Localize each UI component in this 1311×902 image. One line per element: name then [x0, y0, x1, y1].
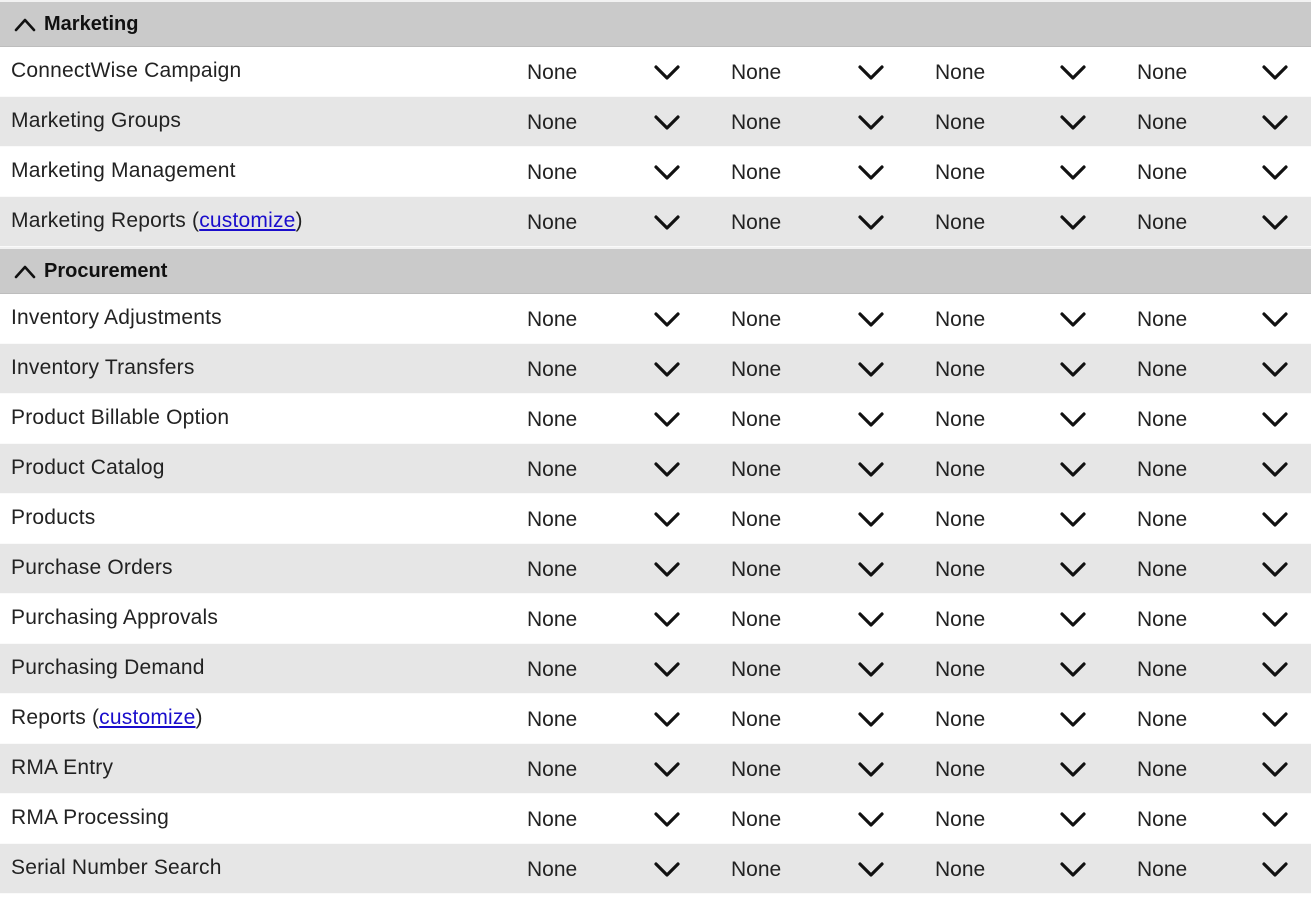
- select-value: None: [1137, 358, 1188, 381]
- chevron-down-icon[interactable]: [653, 759, 681, 779]
- select-value: None: [731, 211, 782, 234]
- row-label-text: Purchasing Approvals: [11, 606, 219, 629]
- table-row: [0, 794, 1311, 844]
- chevron-down-icon[interactable]: [857, 709, 885, 729]
- select-value: None: [935, 211, 986, 234]
- permission-select[interactable]: [935, 651, 1125, 687]
- chevron-down-icon[interactable]: [653, 162, 681, 182]
- select-value: None: [731, 858, 782, 881]
- chevron-down-icon[interactable]: [1261, 162, 1289, 182]
- chevron-down-icon[interactable]: [1261, 112, 1289, 132]
- row-label-text: Product Billable Option: [11, 406, 230, 429]
- permission-select[interactable]: [527, 751, 717, 787]
- row-label: [11, 644, 205, 694]
- table-row: [0, 594, 1311, 644]
- row-label: [11, 47, 241, 97]
- permission-select[interactable]: [527, 204, 717, 240]
- chevron-down-icon[interactable]: [653, 509, 681, 529]
- permission-select[interactable]: [935, 104, 1125, 140]
- chevron-down-icon[interactable]: [653, 459, 681, 479]
- permission-select[interactable]: [1137, 301, 1311, 337]
- permission-select[interactable]: [731, 301, 921, 337]
- row-label-text: RMA Entry: [11, 756, 114, 779]
- chevron-down-icon[interactable]: [1261, 759, 1289, 779]
- permission-select[interactable]: [731, 601, 921, 637]
- chevron-down-icon[interactable]: [1261, 409, 1289, 429]
- permission-select[interactable]: [527, 401, 717, 437]
- select-value: None: [1137, 858, 1188, 881]
- chevron-down-icon[interactable]: [1059, 659, 1087, 679]
- permission-select[interactable]: [1137, 801, 1311, 837]
- chevron-down-icon[interactable]: [1059, 509, 1087, 529]
- chevron-down-icon[interactable]: [857, 659, 885, 679]
- permission-select[interactable]: [1137, 551, 1311, 587]
- select-value: None: [731, 608, 782, 631]
- chevron-down-icon[interactable]: [653, 559, 681, 579]
- select-value: None: [935, 658, 986, 681]
- select-value: None: [1137, 61, 1188, 84]
- select-value: None: [731, 358, 782, 381]
- chevron-down-icon[interactable]: [1059, 809, 1087, 829]
- select-value: None: [1137, 558, 1188, 581]
- chevron-down-icon[interactable]: [1059, 709, 1087, 729]
- select-value: None: [1137, 758, 1188, 781]
- table-row: [0, 444, 1311, 494]
- permission-select[interactable]: [527, 501, 717, 537]
- chevron-down-icon[interactable]: [857, 62, 885, 82]
- chevron-down-icon[interactable]: [1261, 559, 1289, 579]
- chevron-down-icon[interactable]: [857, 859, 885, 879]
- table-row: [0, 344, 1311, 394]
- chevron-down-icon[interactable]: [857, 559, 885, 579]
- chevron-down-icon[interactable]: [1261, 859, 1289, 879]
- select-value: None: [935, 161, 986, 184]
- select-value: None: [935, 458, 986, 481]
- chevron-down-icon[interactable]: [857, 359, 885, 379]
- chevron-down-icon[interactable]: [653, 409, 681, 429]
- chevron-down-icon[interactable]: [1261, 709, 1289, 729]
- select-value: None: [1137, 408, 1188, 431]
- chevron-down-icon[interactable]: [1059, 459, 1087, 479]
- chevron-down-icon[interactable]: [653, 859, 681, 879]
- permission-select[interactable]: [731, 451, 921, 487]
- select-value: None: [935, 508, 986, 531]
- row-label-text: Marketing Groups: [11, 109, 182, 132]
- select-value: None: [1137, 308, 1188, 331]
- chevron-down-icon[interactable]: [857, 309, 885, 329]
- row-label: [11, 394, 229, 444]
- select-value: None: [731, 808, 782, 831]
- chevron-down-icon[interactable]: [1261, 659, 1289, 679]
- select-value: None: [935, 708, 986, 731]
- select-value: None: [935, 558, 986, 581]
- chevron-down-icon[interactable]: [653, 212, 681, 232]
- select-value: None: [935, 808, 986, 831]
- select-value: None: [527, 808, 578, 831]
- select-value: None: [731, 508, 782, 531]
- row-label-text: ConnectWise Campaign: [11, 59, 242, 82]
- chevron-down-icon[interactable]: [653, 359, 681, 379]
- row-label: [11, 444, 165, 494]
- row-label-text: Product Catalog: [11, 456, 165, 479]
- select-value: None: [527, 458, 578, 481]
- select-value: None: [527, 558, 578, 581]
- row-label: [11, 744, 113, 794]
- table-row: [0, 844, 1311, 894]
- section-header-procurement[interactable]: [0, 247, 1311, 294]
- permission-select[interactable]: [527, 701, 717, 737]
- permission-select[interactable]: [527, 301, 717, 337]
- permission-select[interactable]: [731, 204, 921, 240]
- permission-select[interactable]: [731, 701, 921, 737]
- select-value: None: [731, 658, 782, 681]
- table-row: [0, 147, 1311, 197]
- permission-select[interactable]: [731, 154, 921, 190]
- select-value: None: [1137, 161, 1188, 184]
- select-value: None: [935, 111, 986, 134]
- row-label: [11, 344, 195, 394]
- row-label-text: Marketing Reports: [11, 209, 186, 232]
- chevron-down-icon[interactable]: [1059, 162, 1087, 182]
- permission-select[interactable]: [731, 351, 921, 387]
- chevron-up-icon[interactable]: [14, 16, 36, 32]
- permission-select[interactable]: [1137, 351, 1311, 387]
- chevron-down-icon[interactable]: [857, 162, 885, 182]
- chevron-down-icon[interactable]: [1261, 359, 1289, 379]
- permission-select[interactable]: [1137, 851, 1311, 887]
- chevron-down-icon[interactable]: [1261, 809, 1289, 829]
- chevron-down-icon[interactable]: [1059, 112, 1087, 132]
- select-value: None: [731, 408, 782, 431]
- row-label: [11, 544, 173, 594]
- permission-select[interactable]: [527, 54, 717, 90]
- select-value: None: [731, 458, 782, 481]
- chevron-down-icon[interactable]: [653, 659, 681, 679]
- table-row: [0, 197, 1311, 247]
- table-row: [0, 47, 1311, 97]
- row-label: Reports (customize): [11, 706, 203, 729]
- permission-select[interactable]: [935, 154, 1125, 190]
- chevron-down-icon[interactable]: [857, 112, 885, 132]
- permission-select[interactable]: [527, 601, 717, 637]
- select-value: None: [1137, 211, 1188, 234]
- permission-select[interactable]: [935, 851, 1125, 887]
- select-value: None: [1137, 808, 1188, 831]
- chevron-down-icon[interactable]: [1261, 212, 1289, 232]
- select-value: None: [527, 308, 578, 331]
- permission-select[interactable]: [935, 54, 1125, 90]
- select-value: None: [731, 758, 782, 781]
- permission-select[interactable]: [731, 801, 921, 837]
- chevron-down-icon[interactable]: [857, 459, 885, 479]
- select-value: None: [935, 308, 986, 331]
- chevron-down-icon[interactable]: [653, 609, 681, 629]
- select-value: None: [1137, 111, 1188, 134]
- permission-select[interactable]: [731, 851, 921, 887]
- row-label-text: Inventory Adjustments: [11, 306, 222, 329]
- permission-select[interactable]: [1137, 451, 1311, 487]
- table-row: [0, 694, 1311, 744]
- section-title: Marketing: [44, 12, 139, 35]
- row-label-text: RMA Processing: [11, 806, 170, 829]
- row-label-text: Products: [11, 506, 96, 529]
- select-value: None: [1137, 458, 1188, 481]
- chevron-up-icon[interactable]: [14, 263, 36, 279]
- permission-select[interactable]: [527, 801, 717, 837]
- chevron-down-icon[interactable]: [857, 409, 885, 429]
- table-row: [0, 294, 1311, 344]
- permission-select[interactable]: [935, 401, 1125, 437]
- row-label: [11, 594, 218, 644]
- row-label: Marketing Reports (customize): [11, 209, 303, 232]
- permission-select[interactable]: [731, 401, 921, 437]
- row-label: [11, 147, 236, 197]
- select-value: None: [527, 358, 578, 381]
- row-label-text: Reports: [11, 706, 86, 729]
- row-label: [11, 494, 95, 544]
- chevron-down-icon[interactable]: [1261, 509, 1289, 529]
- chevron-down-icon[interactable]: [1059, 359, 1087, 379]
- permission-select[interactable]: [935, 551, 1125, 587]
- permission-select[interactable]: [527, 104, 717, 140]
- chevron-down-icon[interactable]: [653, 112, 681, 132]
- customize-link[interactable]: customize: [99, 706, 196, 729]
- permission-select[interactable]: [731, 104, 921, 140]
- select-value: None: [527, 408, 578, 431]
- select-value: None: [527, 708, 578, 731]
- select-value: None: [935, 408, 986, 431]
- permission-select[interactable]: [527, 551, 717, 587]
- select-value: None: [527, 111, 578, 134]
- table-row: [0, 97, 1311, 147]
- permission-select[interactable]: [731, 54, 921, 90]
- permission-select[interactable]: [1137, 601, 1311, 637]
- select-value: None: [731, 558, 782, 581]
- select-value: None: [731, 708, 782, 731]
- chevron-down-icon[interactable]: [1059, 309, 1087, 329]
- select-value: None: [527, 658, 578, 681]
- select-value: None: [527, 508, 578, 531]
- chevron-down-icon[interactable]: [1261, 309, 1289, 329]
- select-value: None: [731, 161, 782, 184]
- table-row: [0, 394, 1311, 444]
- chevron-down-icon[interactable]: [1059, 559, 1087, 579]
- chevron-down-icon[interactable]: [857, 759, 885, 779]
- table-row: [0, 744, 1311, 794]
- select-value: None: [527, 161, 578, 184]
- permission-select[interactable]: [935, 451, 1125, 487]
- permission-select[interactable]: [527, 651, 717, 687]
- permission-select[interactable]: [731, 651, 921, 687]
- select-value: None: [527, 608, 578, 631]
- permission-select[interactable]: [935, 801, 1125, 837]
- chevron-down-icon[interactable]: [857, 509, 885, 529]
- select-value: None: [1137, 508, 1188, 531]
- select-value: None: [1137, 608, 1188, 631]
- permission-select[interactable]: [1137, 54, 1311, 90]
- permission-select[interactable]: [935, 601, 1125, 637]
- chevron-down-icon[interactable]: [857, 609, 885, 629]
- chevron-down-icon[interactable]: [1059, 859, 1087, 879]
- row-label: [11, 844, 222, 894]
- permission-select[interactable]: [1137, 104, 1311, 140]
- customize-link[interactable]: customize: [199, 209, 296, 232]
- chevron-down-icon[interactable]: [1059, 759, 1087, 779]
- select-value: None: [527, 758, 578, 781]
- row-label-text: Serial Number Search: [11, 856, 222, 879]
- select-value: None: [935, 61, 986, 84]
- permission-select[interactable]: [935, 701, 1125, 737]
- permission-select[interactable]: [527, 154, 717, 190]
- chevron-down-icon[interactable]: [857, 212, 885, 232]
- permission-select[interactable]: [1137, 501, 1311, 537]
- chevron-down-icon[interactable]: [1059, 409, 1087, 429]
- section-title: Procurement: [44, 259, 168, 282]
- permission-select[interactable]: [731, 551, 921, 587]
- select-value: None: [731, 308, 782, 331]
- chevron-down-icon[interactable]: [1059, 609, 1087, 629]
- select-value: None: [731, 111, 782, 134]
- chevron-down-icon[interactable]: [857, 809, 885, 829]
- permission-select[interactable]: [1137, 751, 1311, 787]
- row-label: [11, 97, 181, 147]
- permission-select[interactable]: [1137, 701, 1311, 737]
- select-value: None: [935, 758, 986, 781]
- permission-select[interactable]: [935, 204, 1125, 240]
- table-row: [0, 644, 1311, 694]
- select-value: None: [527, 211, 578, 234]
- row-label-text: Purchasing Demand: [11, 656, 205, 679]
- chevron-down-icon[interactable]: [653, 309, 681, 329]
- row-label-text: Inventory Transfers: [11, 356, 195, 379]
- table-row: [0, 494, 1311, 544]
- permission-select[interactable]: [935, 301, 1125, 337]
- permission-select[interactable]: [731, 501, 921, 537]
- chevron-down-icon[interactable]: [653, 809, 681, 829]
- select-value: None: [731, 61, 782, 84]
- chevron-down-icon[interactable]: [1261, 609, 1289, 629]
- chevron-down-icon[interactable]: [1059, 62, 1087, 82]
- select-value: None: [1137, 658, 1188, 681]
- permission-select[interactable]: [527, 851, 717, 887]
- row-label: [11, 294, 222, 344]
- permission-select[interactable]: [731, 751, 921, 787]
- permission-select[interactable]: [1137, 204, 1311, 240]
- select-value: None: [527, 858, 578, 881]
- select-value: None: [1137, 708, 1188, 731]
- row-label-text: Marketing Management: [11, 159, 236, 182]
- section-header-marketing[interactable]: [0, 0, 1311, 47]
- row-label-text: Purchase Orders: [11, 556, 173, 579]
- permission-select[interactable]: [935, 751, 1125, 787]
- table-row: [0, 544, 1311, 594]
- chevron-down-icon[interactable]: [653, 62, 681, 82]
- permission-select[interactable]: [527, 451, 717, 487]
- chevron-down-icon[interactable]: [1261, 62, 1289, 82]
- select-value: None: [527, 61, 578, 84]
- chevron-down-icon[interactable]: [1261, 459, 1289, 479]
- select-value: None: [935, 858, 986, 881]
- chevron-down-icon[interactable]: [1059, 212, 1087, 232]
- chevron-down-icon[interactable]: [653, 709, 681, 729]
- select-value: None: [935, 608, 986, 631]
- permission-select[interactable]: [1137, 154, 1311, 190]
- permission-select[interactable]: [935, 501, 1125, 537]
- permission-select[interactable]: [935, 351, 1125, 387]
- select-value: None: [935, 358, 986, 381]
- permission-select[interactable]: [527, 351, 717, 387]
- permission-select[interactable]: [1137, 401, 1311, 437]
- row-label: [11, 794, 169, 844]
- permission-select[interactable]: [1137, 651, 1311, 687]
